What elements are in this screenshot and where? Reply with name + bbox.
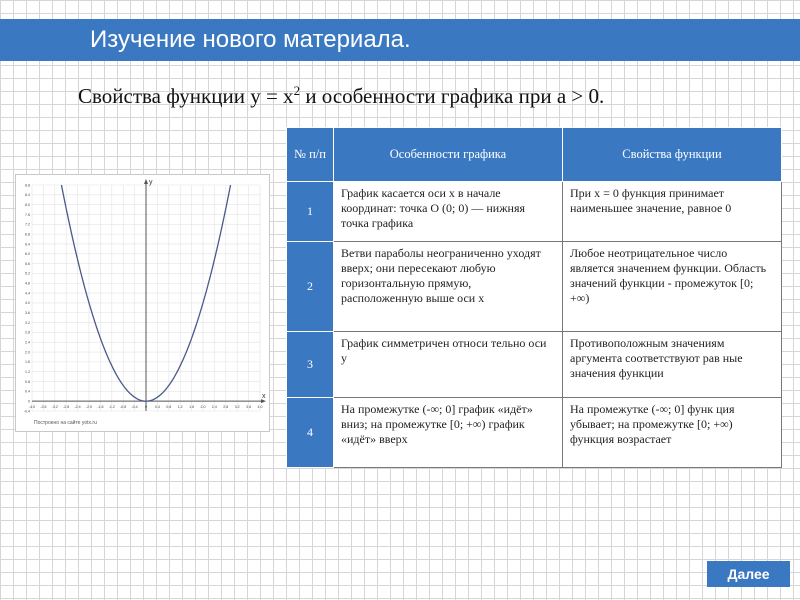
row-number: 2: [287, 242, 334, 332]
y-tick-label: 4.8: [25, 281, 30, 286]
x-tick-label: 1.6: [189, 405, 195, 410]
x-tick-label: -2.0: [85, 405, 93, 410]
x-tick-labels: [29, 405, 263, 409]
graph-feature-cell: Ветви параболы неограниченно уходят вверх; они пересекают любую горизонтальную прямую, расположенную выше оси x: [334, 242, 563, 332]
y-tick-label: 2.0: [25, 350, 30, 355]
y-tick-label: 8.8: [25, 183, 30, 188]
y-tick-label: 0.8: [25, 379, 30, 384]
column-header-features: Особенности графика: [334, 128, 563, 182]
y-tick-label: 3.6: [25, 311, 30, 316]
row-number: 3: [287, 332, 334, 398]
x-tick-label: 2.4: [211, 405, 217, 410]
graph-feature-cell: График симметричен относи тельно оси y: [334, 332, 563, 398]
subtitle-prefix: Свойства функции y = x: [78, 84, 294, 108]
x-tick-label: 4.0: [257, 405, 263, 410]
subtitle-suffix: и особенности графика при a > 0.: [300, 84, 605, 108]
x-tick-label: 2.8: [223, 405, 229, 410]
y-tick-label: 5.2: [25, 271, 30, 276]
lesson-subtitle: [78, 84, 604, 109]
subtitle-exponent: 2: [293, 83, 301, 98]
parabola-graph: [15, 174, 270, 432]
y-tick-label: 2.8: [25, 330, 30, 335]
table-row: [287, 398, 782, 468]
y-tick-label: 4.0: [25, 301, 30, 306]
y-tick-label: 4.4: [25, 291, 30, 296]
row-number: 1: [287, 182, 334, 242]
y-axis-label: y: [149, 179, 153, 186]
y-tick-label: 5.6: [25, 261, 30, 266]
x-tick-label: 0: [145, 405, 147, 410]
x-tick-label: -0.8: [120, 405, 127, 410]
y-tick-label: 6.8: [25, 232, 30, 237]
x-tick-label: -2.4: [74, 405, 81, 410]
x-tick-label: -3.6: [40, 405, 47, 410]
x-tick-label: 0.8: [166, 405, 172, 410]
column-header-number: № п/п: [287, 128, 334, 182]
x-tick-label: -1.6: [97, 405, 104, 410]
column-header-properties: Свойства функции: [563, 128, 782, 182]
table-row: [287, 332, 782, 398]
row-number: 4: [287, 398, 334, 468]
table-header-row: [287, 128, 782, 182]
parabola-graph-svg: [16, 175, 269, 431]
y-tick-label: 0: [28, 399, 30, 404]
page-title: Изучение нового материала.: [90, 26, 411, 53]
function-property-cell: При x = 0 функция принимает наименьшее значение, равное 0: [563, 182, 782, 242]
next-button[interactable]: Далее: [707, 561, 790, 587]
x-tick-label: 1.2: [177, 405, 183, 410]
y-tick-label: 1.6: [25, 360, 30, 365]
y-tick-label: 2.4: [25, 340, 30, 345]
function-property-cell: На промежутке (-∞; 0] функ ция убывает; на промежутке [0; +∞) функция возрастает: [563, 398, 782, 468]
y-tick-label: 7.2: [25, 222, 30, 227]
y-tick-label: 0.4: [25, 389, 30, 394]
y-axis-arrow-icon: [144, 179, 148, 184]
x-tick-label: -2.8: [63, 405, 70, 410]
y-tick-label: -0.4: [23, 409, 30, 414]
table-row: [287, 182, 782, 242]
properties-table: [286, 127, 782, 468]
x-tick-label: 0.4: [154, 405, 160, 410]
y-tick-label: 6.4: [25, 242, 30, 247]
x-tick-label: -4.0: [28, 405, 36, 410]
y-tick-label: 6.0: [25, 252, 30, 257]
table-row: [287, 242, 782, 332]
header-banner: [0, 19, 800, 61]
graph-feature-cell: График касается оси x в начале координат: точка O (0; 0) — нижняя точка графика: [334, 182, 563, 242]
y-tick-label: 8.4: [25, 193, 30, 198]
x-tick-label: 2.0: [200, 405, 206, 410]
x-tick-label: -3.2: [51, 405, 58, 410]
y-tick-label: 7.6: [25, 212, 30, 217]
y-tick-label: 3.2: [25, 320, 30, 325]
function-property-cell: Любое неотрицательное число является значением функции. Область значений функции - промежуток [0; +∞): [563, 242, 782, 332]
graph-caption: Построено на сайте yotx.ru: [34, 420, 97, 426]
x-tick-label: 3.2: [234, 405, 240, 410]
x-axis-label: x: [262, 393, 266, 401]
x-tick-label: 3.6: [246, 405, 252, 410]
y-tick-label: 8.0: [25, 202, 30, 207]
graph-feature-cell: На промежутке (-∞; 0] график «идёт» вниз; на промежутке [0; +∞) график «идёт» вверх: [334, 398, 563, 468]
function-property-cell: Противоположным значениям аргумента соответствуют рав ные значения функции: [563, 332, 782, 398]
x-tick-label: -1.2: [108, 405, 115, 410]
y-tick-labels: [24, 183, 30, 413]
x-tick-label: -0.4: [131, 405, 138, 410]
y-tick-label: 1.2: [25, 369, 30, 374]
